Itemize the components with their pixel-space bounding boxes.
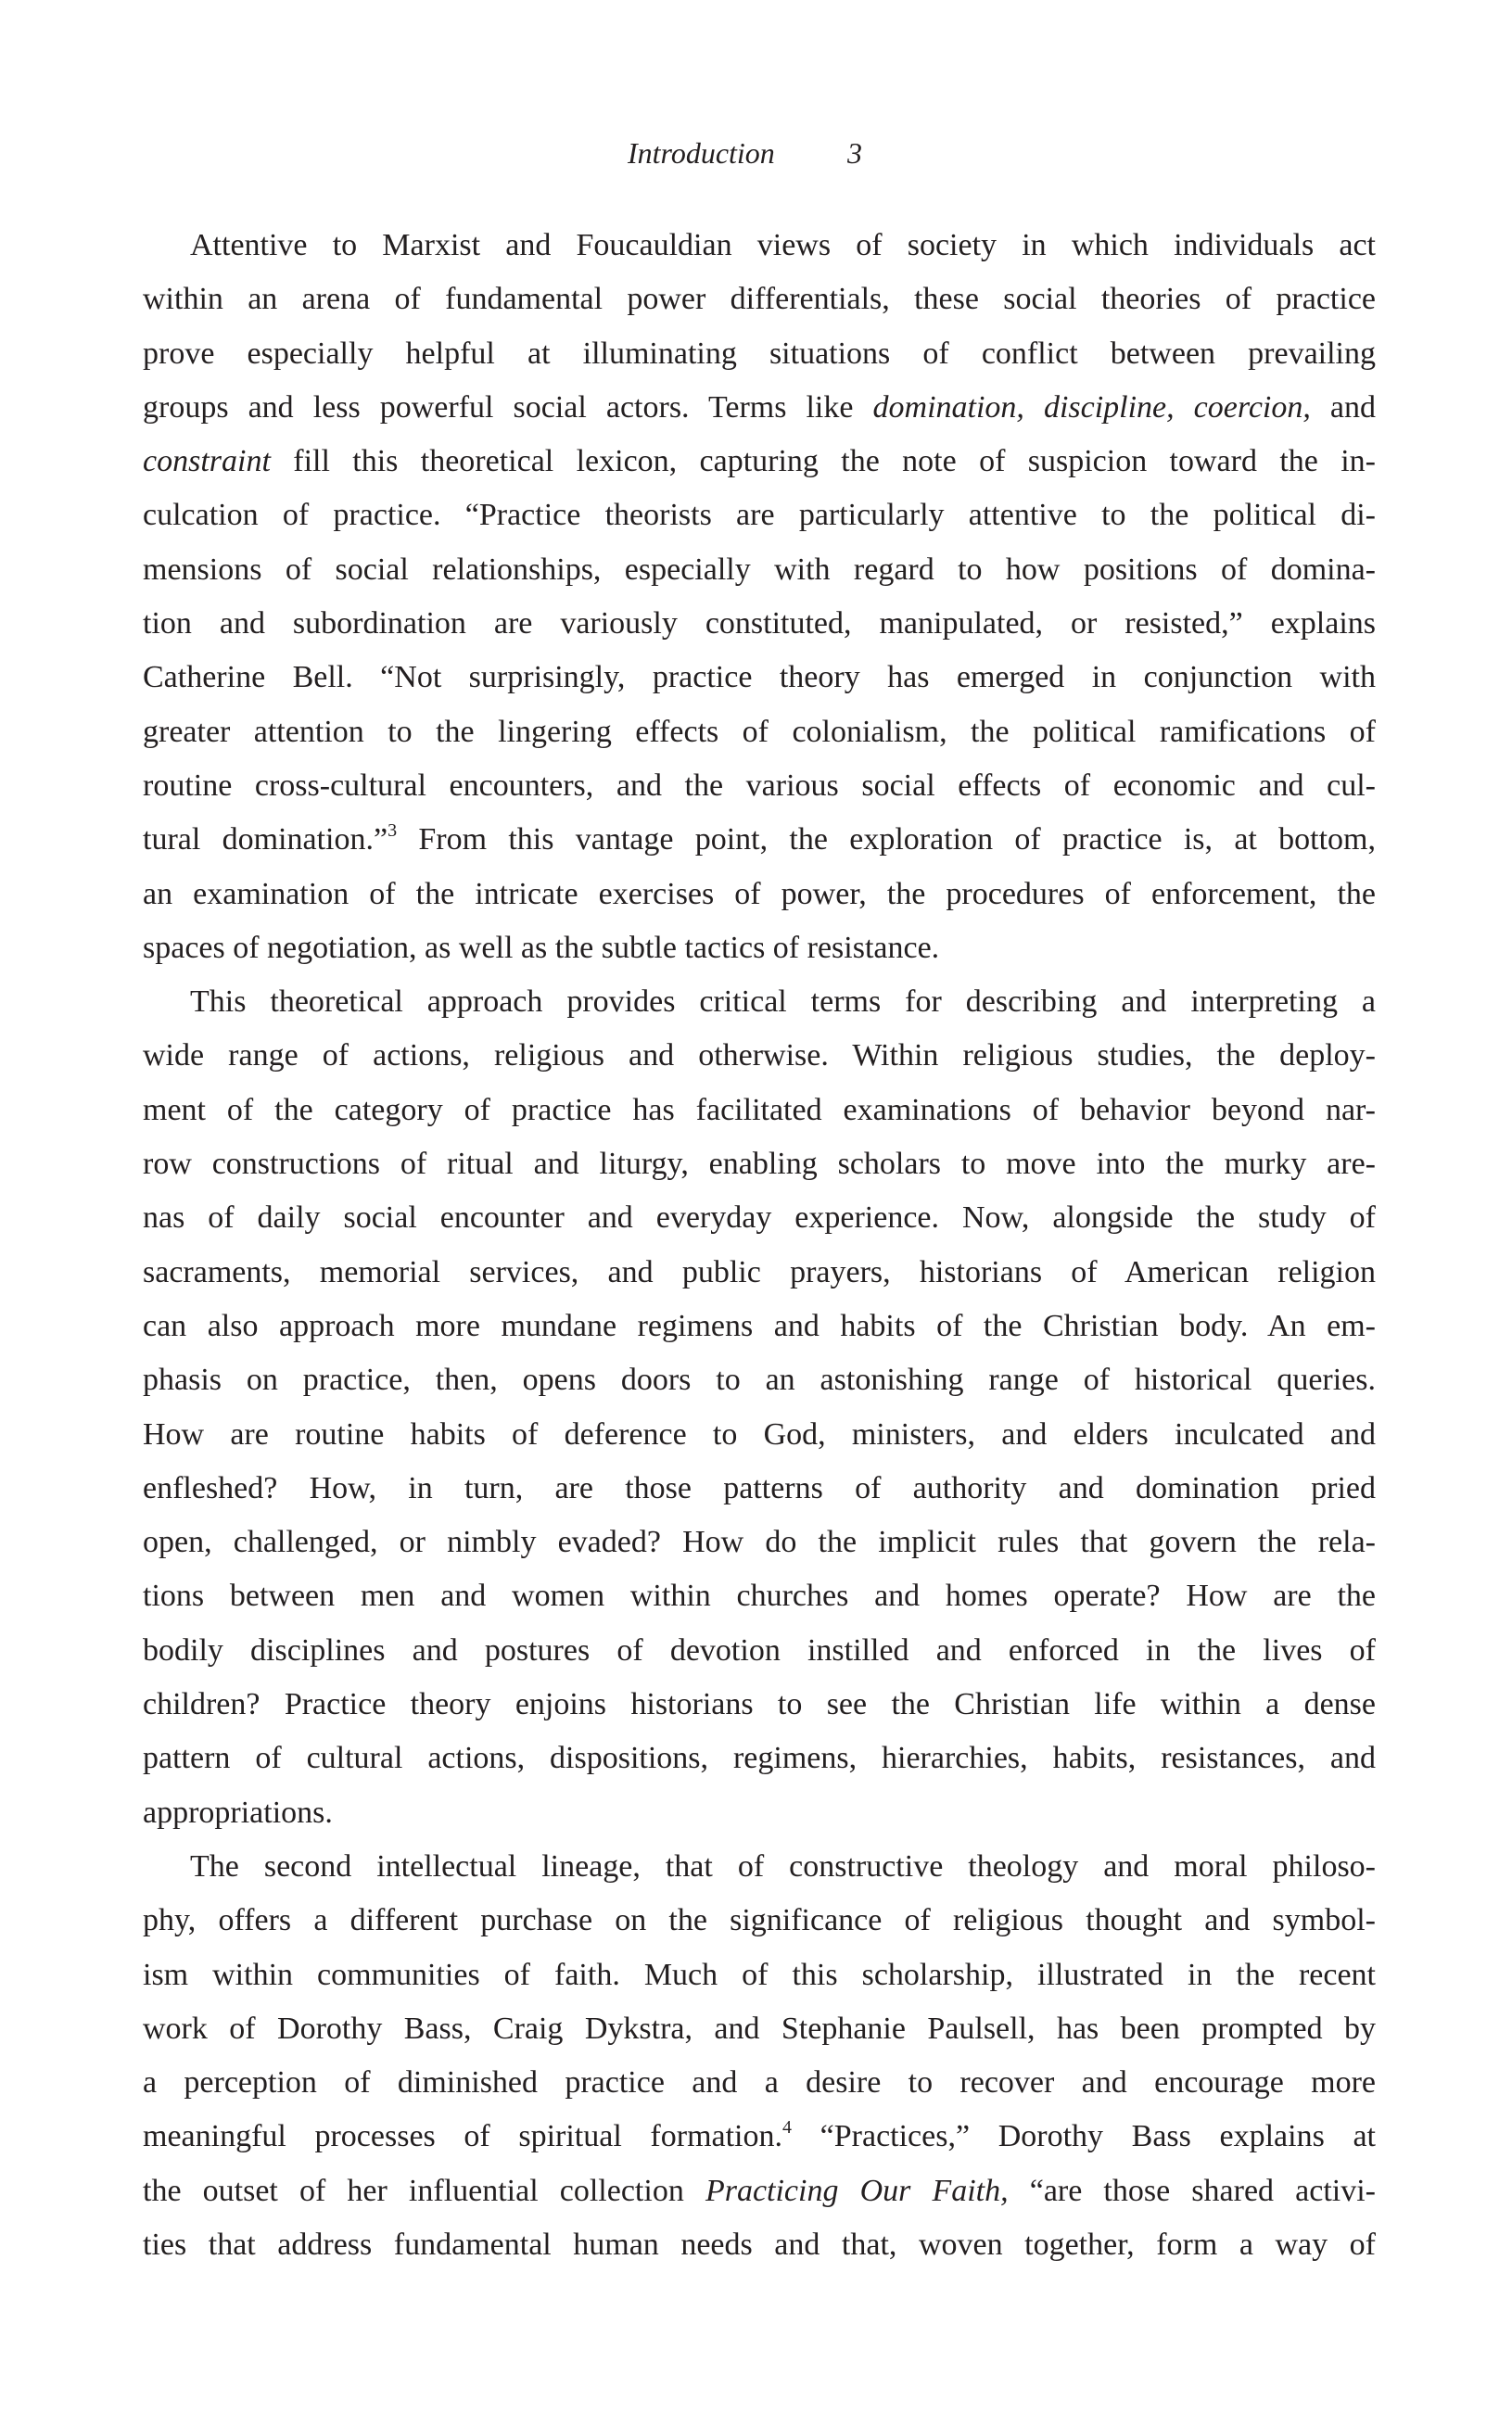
text-line <box>143 921 1376 975</box>
text-line <box>143 2056 1376 2110</box>
text-line <box>143 1516 1376 1569</box>
text-span: a perception of diminished practice and a desire to recover and encourage more <box>143 2065 1376 2101</box>
text-span: open, challenged, or nimbly evaded? How do the implicit rules that govern the rela- <box>143 1525 1376 1560</box>
text-line <box>143 1353 1376 1407</box>
text-line <box>143 813 1376 867</box>
text-span: phy, offers a different purchase on the significance of religious thought and symbol- <box>143 1903 1376 1938</box>
footnote-marker: 3 <box>388 820 398 842</box>
running-header <box>0 130 1512 176</box>
text-span: nas of daily social encounter and everyday experience. Now, alongside the study of <box>143 1200 1376 1236</box>
text-span: can also approach more mundane regimens and habits of the Christian body. An em- <box>143 1308 1376 1343</box>
text-line <box>143 1084 1376 1137</box>
text-span: appropriations. <box>143 1795 333 1830</box>
text-span: tion and subordination are variously constituted, manipulated, or resisted,” explains <box>143 606 1376 641</box>
text-span: From this vantage point, the exploration of practice is, at bottom, <box>397 822 1376 857</box>
page-number: 3 <box>847 136 862 170</box>
text-line <box>143 219 1376 273</box>
text-line <box>143 759 1376 813</box>
text-line <box>143 1840 1376 1894</box>
text-span: an examination of the intricate exercises of power, the procedures of enforcement, the <box>143 876 1376 911</box>
text-span: meaningful processes of spiritual formation. <box>143 2119 783 2154</box>
text-span: groups and less powerful social actors. Terms like <box>143 389 873 425</box>
text-span: Attentive to Marxist and Foucauldian views of society in which individuals act <box>190 228 1376 262</box>
text-span: The second intellectual lineage, that of constructive theology and moral philoso- <box>190 1848 1376 1884</box>
text-span: enfleshed? How, in turn, are those patterns of authority and domination pried <box>143 1470 1376 1505</box>
text-span: ism within communities of faith. Much of this scholarship, illustrated in the recent <box>143 1957 1376 1992</box>
text-line <box>143 543 1376 597</box>
italic-text: constraint <box>143 444 271 479</box>
text-span: fill this theoretical lexicon, capturing the note of suspicion toward the in- <box>270 444 1376 479</box>
text-span: culcation of practice. “Practice theorists are particularly attentive to the political di- <box>143 498 1376 533</box>
text-span: tions between men and women within churches and homes operate? How are the <box>143 1579 1376 1614</box>
text-line <box>143 1678 1376 1732</box>
text-line <box>143 705 1376 759</box>
text-line <box>143 1300 1376 1353</box>
text-span: Catherine Bell. “Not surprisingly, practice theory has emerged in conjunction with <box>143 660 1376 695</box>
text-span: wide range of actions, religious and otherwise. Within religious studies, the deploy- <box>143 1038 1376 1073</box>
text-span: the outset of her influential collection <box>143 2173 705 2208</box>
text-line <box>143 651 1376 705</box>
text-span: ties that address fundamental human needs and that, woven together, form a way of <box>143 2227 1376 2262</box>
text-line <box>143 1624 1376 1678</box>
text-span: sacraments, memorial services, and public prayers, historians of American religion <box>143 1254 1376 1289</box>
text-span: and <box>1310 389 1377 425</box>
footnote-marker: 4 <box>782 2117 793 2139</box>
text-line <box>143 327 1376 381</box>
paragraph <box>143 1840 1376 2272</box>
text-line <box>143 2218 1376 2272</box>
text-span: work of Dorothy Bass, Craig Dykstra, and Stephanie Paulsell, has been prompted by <box>143 2011 1376 2046</box>
text-line <box>143 381 1376 435</box>
text-span: phasis on practice, then, opens doors to an astonishing range of historical queries. <box>143 1363 1376 1398</box>
text-line <box>143 1462 1376 1516</box>
text-line <box>143 1191 1376 1245</box>
text-span: tural domination.” <box>143 822 388 857</box>
paragraph <box>143 975 1376 1840</box>
italic-text: domination, discipline, coercion, <box>872 389 1311 425</box>
text-line <box>143 2110 1376 2164</box>
text-line <box>143 2164 1376 2218</box>
running-title: Introduction <box>628 136 775 170</box>
text-line <box>143 1569 1376 1623</box>
text-span: within an arena of fundamental power differentials, these social theories of practice <box>143 282 1376 317</box>
text-span: This theoretical approach provides critical terms for describing and interpreting a <box>190 984 1376 1020</box>
text-line <box>143 1894 1376 1948</box>
text-span: How are routine habits of deference to God, ministers, and elders inculcated and <box>143 1416 1376 1452</box>
text-line <box>143 868 1376 921</box>
text-span: row constructions of ritual and liturgy, enabling scholars to move into the murky are- <box>143 1147 1376 1182</box>
text-span: bodily disciplines and postures of devotion instilled and enforced in the lives of <box>143 1632 1376 1668</box>
text-line <box>143 1029 1376 1083</box>
text-line <box>143 489 1376 542</box>
body-text <box>143 219 1376 2272</box>
text-line <box>143 1732 1376 1785</box>
text-line <box>143 1246 1376 1300</box>
text-span: mensions of social relationships, especially with regard to how positions of domina- <box>143 552 1376 587</box>
text-line <box>143 1949 1376 2002</box>
text-span: children? Practice theory enjoins historians to see the Christian life within a dense <box>143 1687 1376 1722</box>
text-span: spaces of negotiation, as well as the subtle tactics of resistance. <box>143 930 940 965</box>
text-line <box>143 597 1376 651</box>
text-span: routine cross-cultural encounters, and the various social effects of economic and cul- <box>143 768 1376 803</box>
text-line <box>143 1137 1376 1191</box>
text-line <box>143 273 1376 326</box>
text-span: “Practices,” Dorothy Bass explains at <box>792 2119 1376 2154</box>
text-line <box>143 975 1376 1029</box>
text-span: “are those shared activi- <box>1008 2173 1376 2208</box>
text-span: pattern of cultural actions, dispositions, regimens, hierarchies, habits, resistances, and <box>143 1741 1376 1776</box>
text-line <box>143 2002 1376 2056</box>
paragraph <box>143 219 1376 975</box>
text-span: prove especially helpful at illuminating situations of conflict between prevailing <box>143 336 1376 371</box>
text-span: ment of the category of practice has facilitated examinations of behavior beyond nar- <box>143 1092 1376 1127</box>
text-line <box>143 1786 1376 1840</box>
text-line <box>143 1408 1376 1462</box>
text-span: greater attention to the lingering effects of colonialism, the political ramifications of <box>143 714 1376 749</box>
italic-text: Practicing Our Faith, <box>705 2173 1009 2208</box>
text-line <box>143 435 1376 489</box>
